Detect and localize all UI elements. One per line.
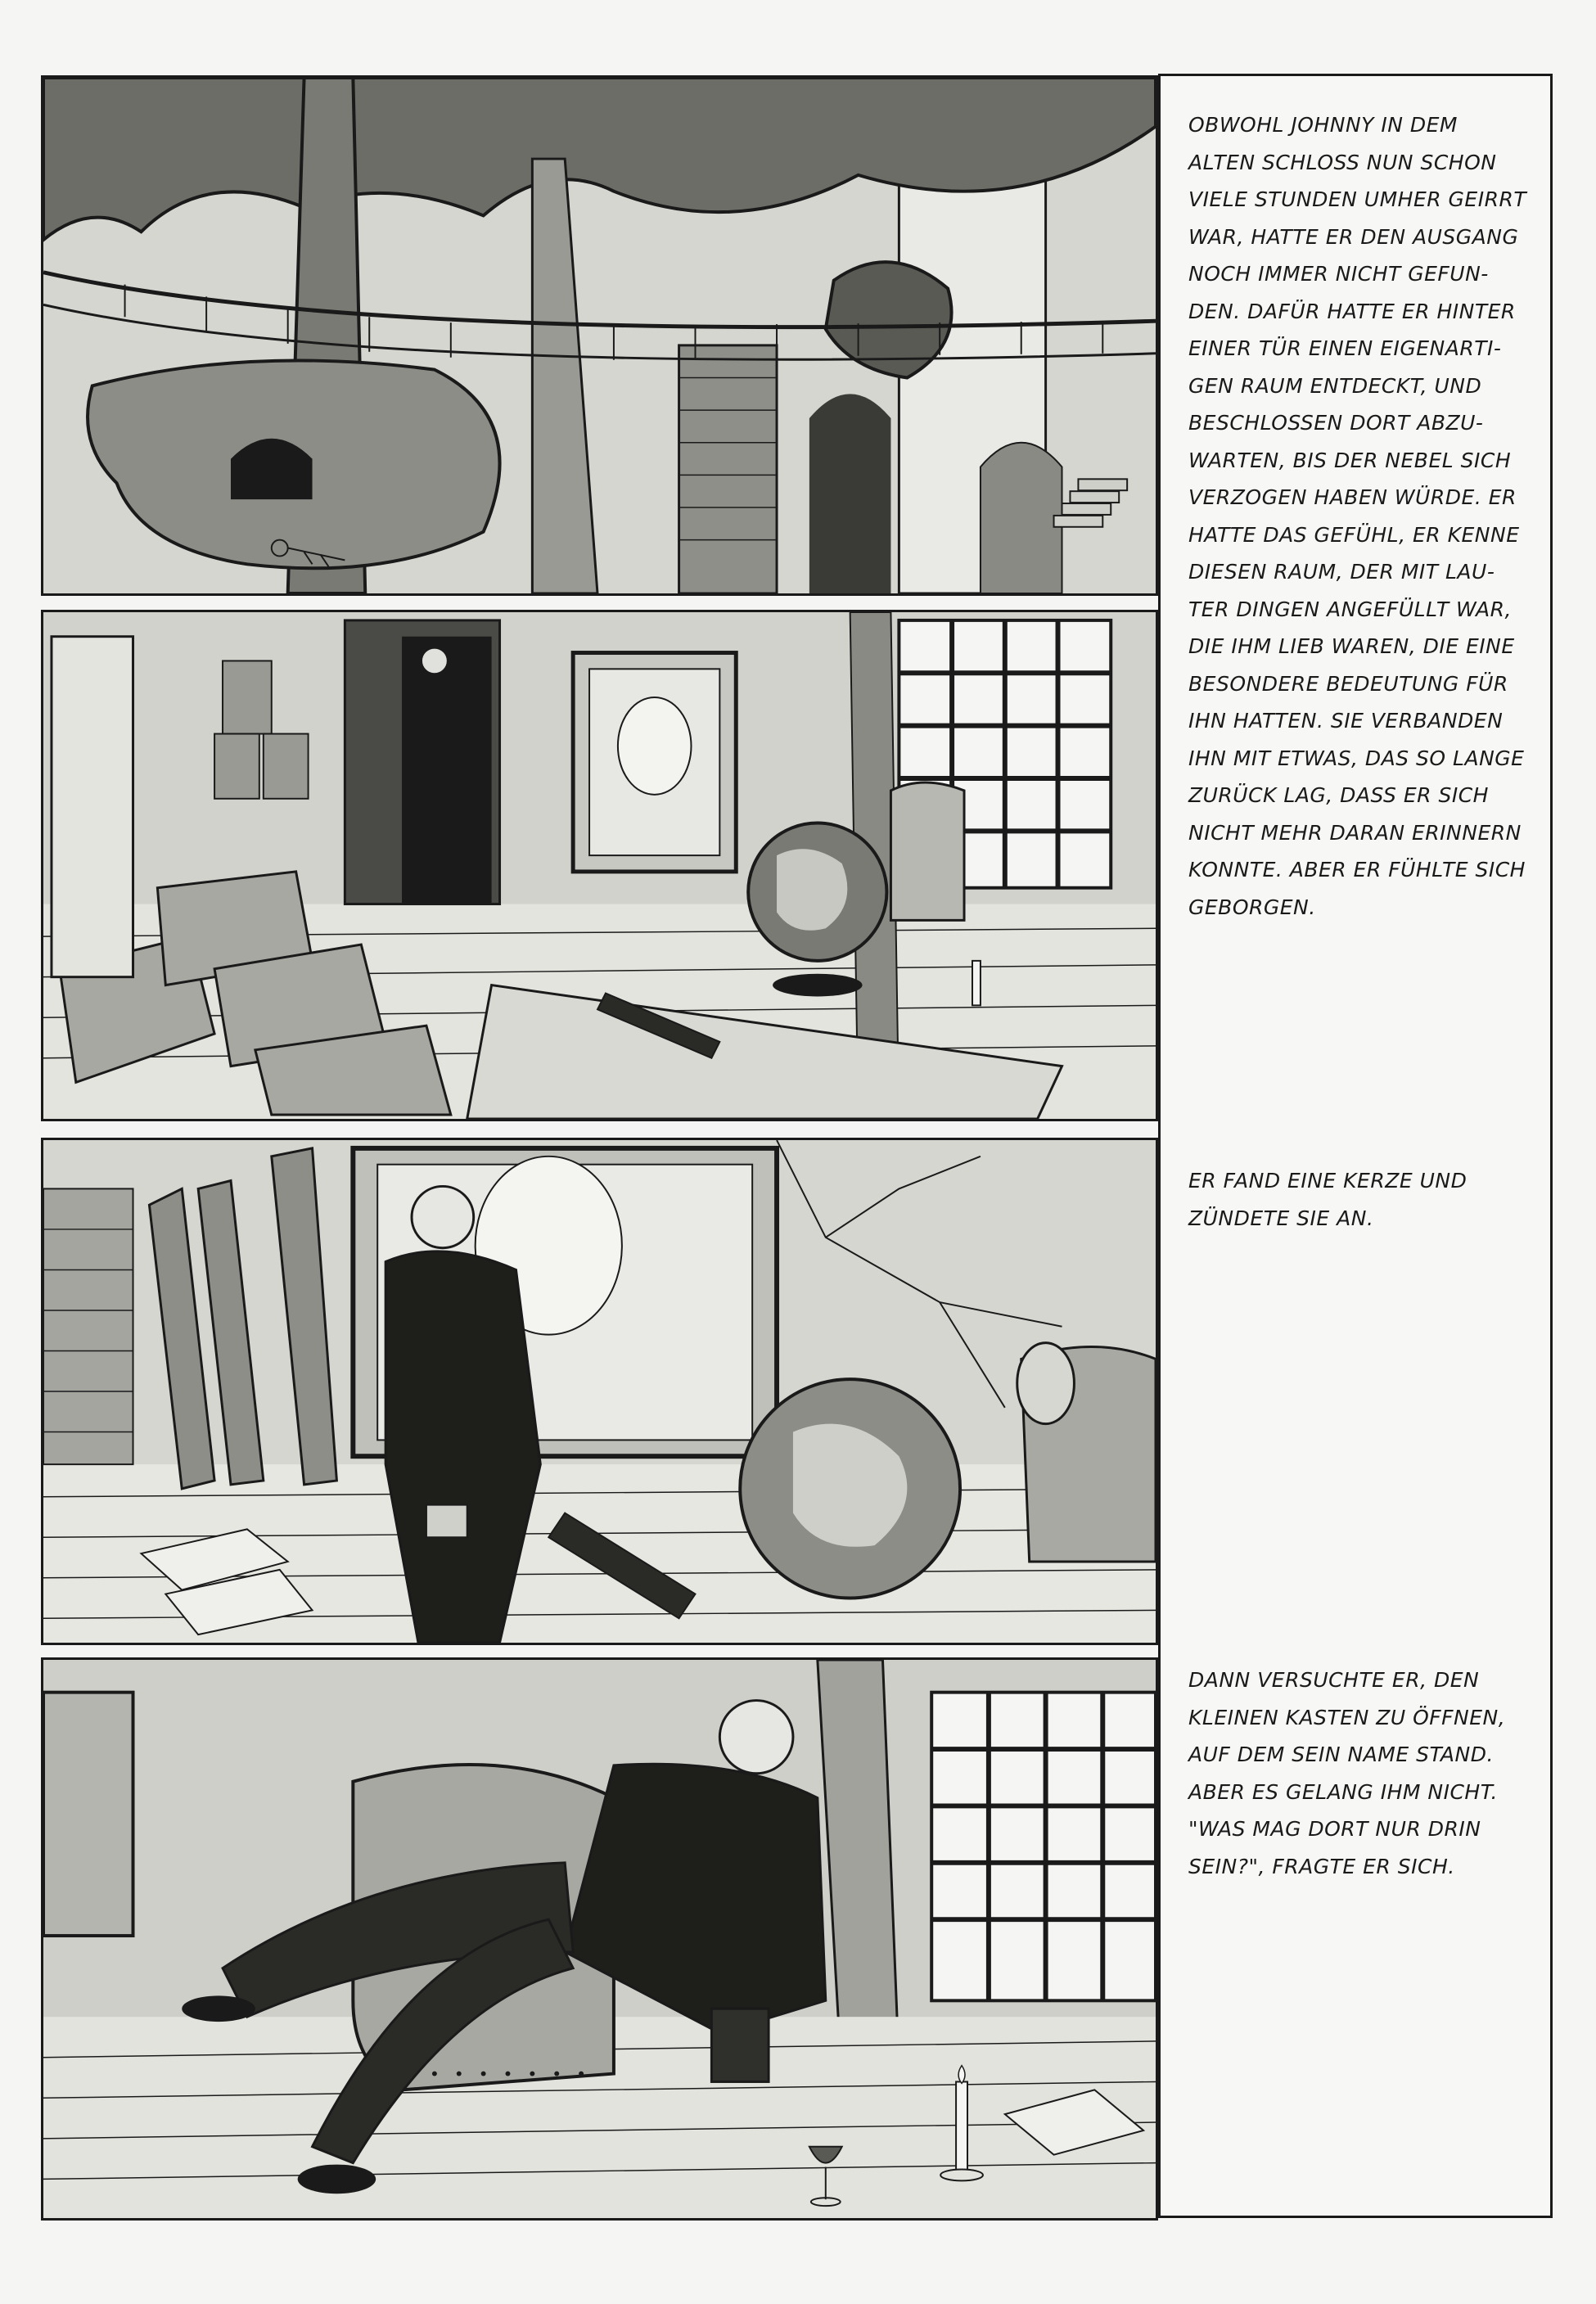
panel-lighting-candle	[41, 1138, 1158, 1645]
opening-box-illustration	[43, 1660, 1156, 2218]
panel-castle-ruins	[41, 75, 1158, 596]
caption-box-narration: DANN VERSUCHTE ER, DEN KLEINEN KASTEN ZU ÖFFNEN, AUF DEM SEIN NAME STAND. ABER ES GELANG IHM NICHT. "WAS MAG DORT NUR DRIN SEIN?", FRAGTE ER SICH.	[1188, 1668, 1506, 1878]
caption-candle-narration: ER FAND EINE KERZE UND ZÜNDETE SIE AN.	[1188, 1169, 1468, 1230]
panel-opening-box	[41, 1657, 1158, 2221]
lighting-candle-illustration	[43, 1140, 1156, 1643]
caption-castle-narration: OBWOHL JOHNNY IN DEM ALTEN SCHLOSS NUN SCHON VIELE STUNDEN UMHER GEIRRT WAR, HATTE ER DEN AUSGANG NOCH IMMER NICHT GEFUN- DEN. DAFÜR HATTE ER HINTER EINER TÜR EINEN EIGENARTI- GEN RAUM ENTDECKT, UND BESCHLOSSEN DORT ABZU- WARTEN, BIS DER NEBEL SICH VERZOGEN HABEN WÜRDE. ER HATTE DAS GEFÜHL, ER KENNE DIESEN RAUM, DER MIT LAU- TER DINGEN ANGEFÜLLT WAR, DIE IHM LIEB WAREN, DIE EINE BESONDERE BEDEUTUNG FÜR IHN HATTEN. SIE VERBANDEN IHN MIT ETWAS, DAS SO LANGE ZURÜCK LAG, DASS ER SICH NICHT MEHR DARAN ERINNERN KONNTE. ABER ER FÜHLTE SICH GEBORGEN.	[1188, 113, 1527, 919]
castle-ruins-illustration	[43, 78, 1156, 593]
attic-room-illustration	[43, 612, 1156, 1119]
panel-attic-room	[41, 610, 1158, 1121]
